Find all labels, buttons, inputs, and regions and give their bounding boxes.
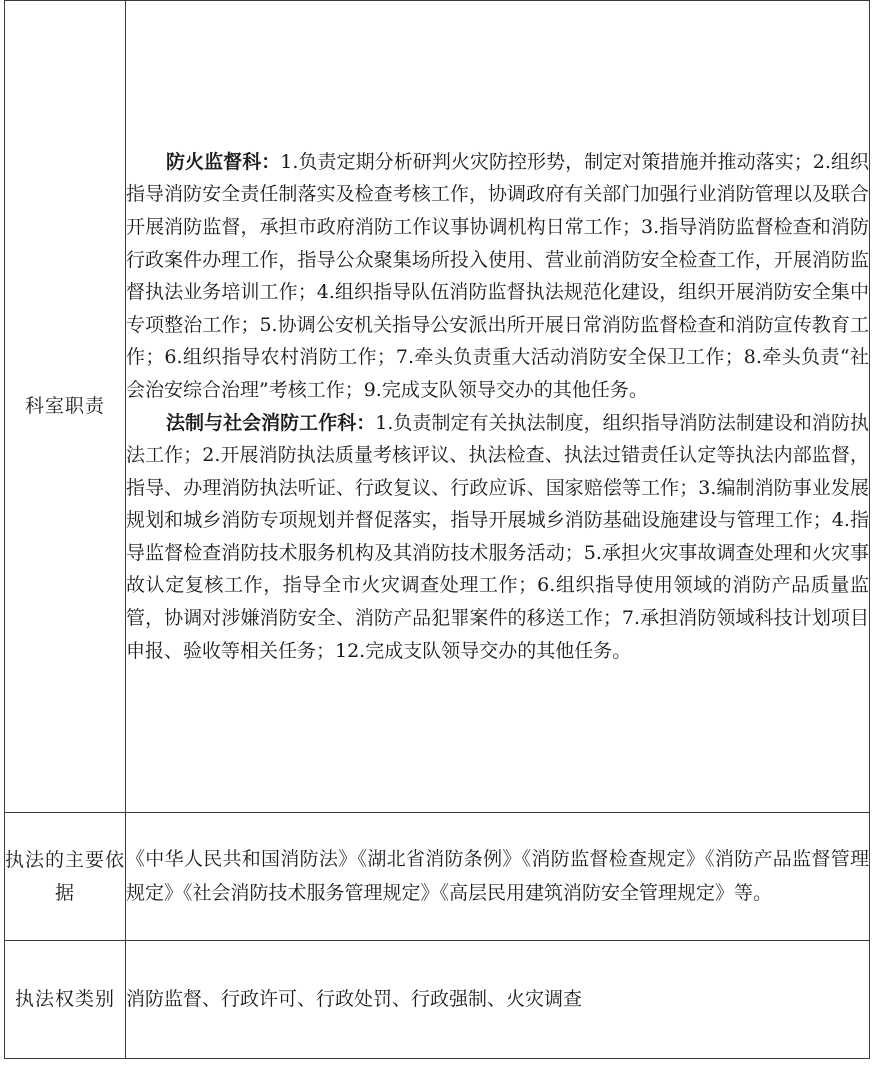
category-content: 消防监督、行政许可、行政处罚、行政强制、火灾调查 <box>126 941 870 1059</box>
duties-section-legal-social <box>126 407 869 668</box>
duties-table <box>4 0 870 1059</box>
table-row-duties <box>5 1 870 813</box>
basis-label: 执法的主要依据 <box>5 813 126 941</box>
table-row-category <box>5 941 870 1059</box>
section-title-legal-social: 法制与社会消防工作科： <box>166 411 376 434</box>
table-row-basis <box>5 813 870 941</box>
duties-label: 科室职责 <box>5 1 126 813</box>
basis-content: 《中华人民共和国消防法》《湖北省消防条例》《消防监督检查规定》《消防产品监督管理规定》《社会消防技术服务管理规定》《高层民用建筑消防安全管理规定》等。 <box>126 813 870 941</box>
duties-section-fire-supervision <box>126 146 869 407</box>
duties-content <box>126 1 870 813</box>
section-text-legal-social: 1.负责制定有关执法制度，组织指导消防法制建设和消防执法工作；2.开展消防执法质量考核评议、执法检查、执法过错责任认定等执法内部监督，指导、办理消防执法听证、行政复议、行政应诉、国家赔偿等工作；3.编制消防事业发展规划和城乡消防专项规划并督促落实，指导开展城乡消防基础设施建设与管理工作；4.指导监督检查消防技术服务机构及其消防技术服务活动；5.承担火灾事故调查处理和火灾事故认定复核工作，指导全市火灾调查处理工作；6.组织指导使用领域的消防产品质量监管，协调对涉嫌消防安全、消防产品犯罪案件的移送工作；7.承担消防领域科技计划项目申报、验收等相关任务；12.完成支队领导交办的其他任务。 <box>126 411 869 662</box>
section-title-fire-supervision: 防火监督科： <box>166 150 281 173</box>
category-label: 执法权类别 <box>5 941 126 1059</box>
section-text-fire-supervision: 1.负责定期分析研判火灾防控形势，制定对策措施并推动落实；2.组织指导消防安全责任制落实及检查考核工作，协调政府有关部门加强行业消防管理以及联合开展消防监督，承担市政府消防工作议事协调机构日常工作；3.指导消防监督检查和消防行政案件办理工作，指导公众聚集场所投入使用、营业前消防安全检查工作，开展消防监督执法业务培训工作；4.组织指导队伍消防监督执法规范化建设，组织开展消防安全集中专项整治工作；5.协调公安机关指导公安派出所开展日常消防监督检查和消防宣传教育工作；6.组织指导农村消防工作；7.牵头负责重大活动消防安全保卫工作；8.牵头负责“社会治安综合治理”考核工作；9.完成支队领导交办的其他任务。 <box>126 150 869 401</box>
